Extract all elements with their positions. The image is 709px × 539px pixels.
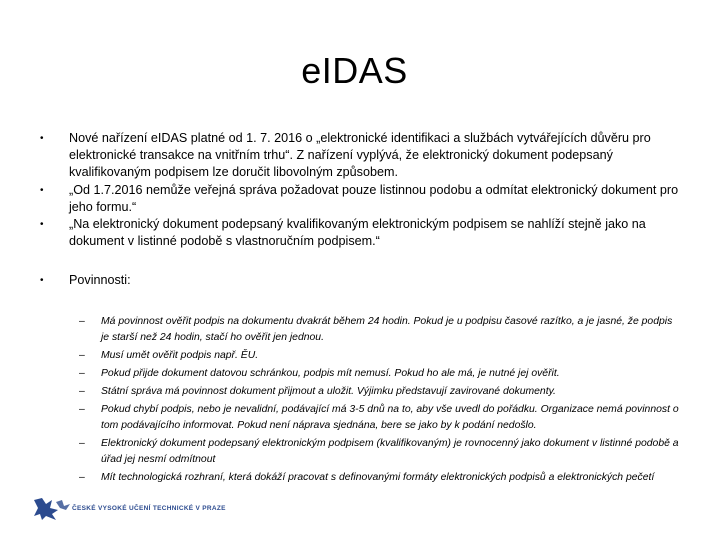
duty-item: – Pokud chybí podpis, nebo je nevalidní, podávající má 3-5 dnů na to, aby vše uvedl do pořádku. Organizace nemá povinnost o tom podávajícího informovat. Pokud není náprava sjednána, bere se jako by k podání nedošlo.	[79, 404, 679, 431]
bullet-item: • Nové nařízení eIDAS platné od 1. 7. 2016 o „elektronické identifikaci a službách vytvářejících důvěru pro elektronické transakce na vnitřním trhu“. Z nařízení vyplývá, že elektronický dokument podepsaný kvalifikovaným podpisem lze doručit libovolným způsobem.	[40, 131, 651, 179]
bullet-icon: •	[40, 133, 44, 144]
dash-icon: –	[79, 404, 85, 415]
bullet-item: • Povinnosti:	[40, 273, 131, 287]
duties-list	[79, 314, 679, 488]
duty-item: – Musí umět ověřit podpis např. ĚU.	[79, 348, 679, 364]
main-bullet-list	[40, 130, 680, 289]
duty-item: – Má povinnost ověřit podpis na dokumentu dvakrát během 24 hodin. Pokud je u podpisu časové razítko, a je jasné, že podpis je starší než 24 hodin, stačí ho ověřit jen jednou.	[79, 316, 673, 343]
dash-icon: –	[79, 438, 85, 449]
duty-item: – Státní správa má povinnost dokument přijmout a uložit. Výjimku představují zavirované dokumenty.	[79, 384, 679, 400]
bullet-icon: •	[40, 185, 44, 196]
dash-icon: –	[79, 386, 85, 397]
bullet-icon: •	[40, 219, 44, 230]
duty-item: – Mít technologická rozhraní, která dokáží pracovat s definovanými formáty elektronických podpisů a elektronických pečetí	[79, 470, 679, 486]
bullet-icon: •	[40, 275, 44, 286]
bullet-item: • „Od 1.7.2016 nemůže veřejná správa požadovat pouze listinnou podobu a odmítat elektronický dokument pro jeho formu.“	[40, 183, 679, 214]
dash-icon: –	[79, 316, 85, 327]
slide-title: eIDAS	[301, 50, 408, 91]
duty-item: – Pokud přijde dokument datovou schránkou, podpis mít nemusí. Pokud ho ale má, je nutné jej ověřit.	[79, 366, 679, 382]
bullet-item: • „Na elektronický dokument podepsaný kvalifikovaným elektronickým podpisem se nahlíží stejně jako na dokument v listinné podobě s vlastnoručním podpisem.“	[40, 217, 646, 248]
dash-icon: –	[79, 368, 85, 379]
logo-text: ČESKÉ VYSOKÉ UČENÍ TECHNICKÉ V PRAZE	[72, 505, 226, 512]
dash-icon: –	[79, 350, 85, 361]
duty-item: – Elektronický dokument podepsaný elektronickým podpisem (kvalifikovaným) je rovnocenný jako dokument v listinné podobě a úřad jej nesmí odmítnout	[79, 438, 679, 465]
dash-icon: –	[79, 472, 85, 483]
